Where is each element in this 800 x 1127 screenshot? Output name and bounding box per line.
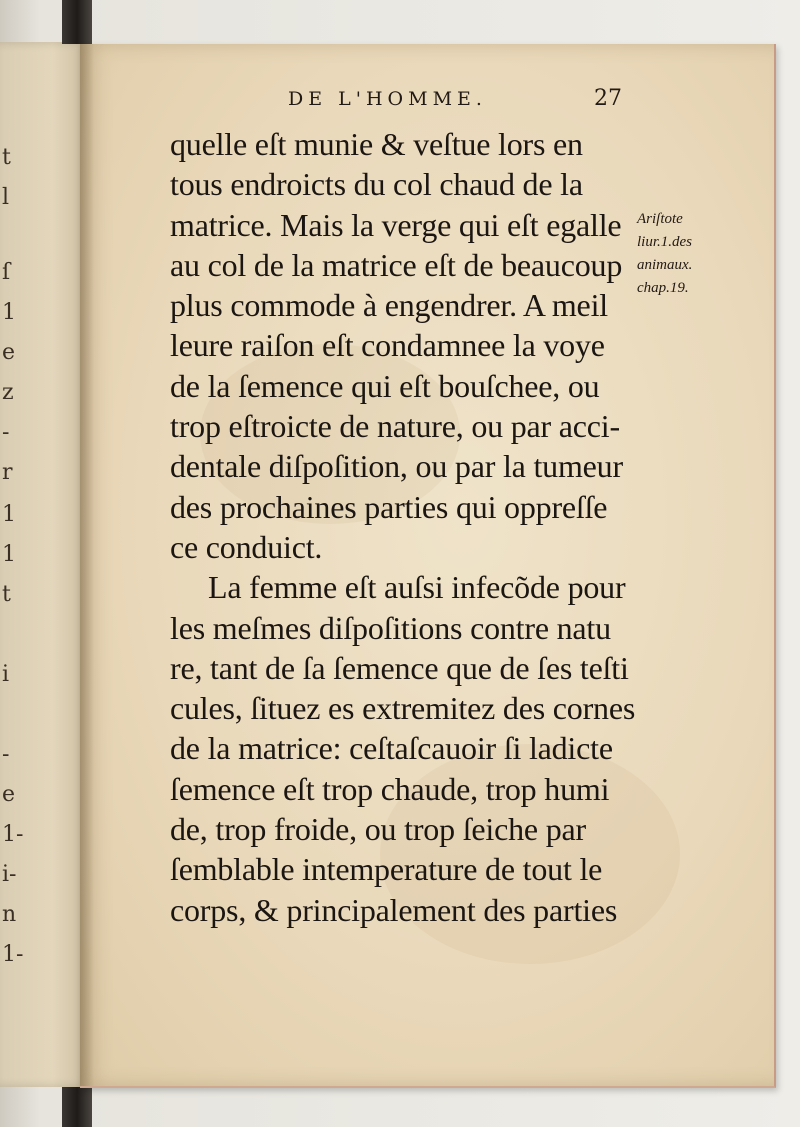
facing-page-edge <box>0 42 89 1087</box>
book-spine-bottom <box>62 1087 92 1127</box>
facing-page-fragment: t <box>2 582 11 607</box>
text-line: quelle eſt munie & veſtue lors en <box>170 126 583 162</box>
facing-page-fragment: ſ <box>2 260 11 285</box>
facing-page-fragment: 1 <box>2 502 16 527</box>
text-line: de la ſemence qui eſt bouſchee, ou <box>170 367 600 404</box>
facing-page-fragment: 1- <box>2 942 24 967</box>
facing-page-fragment: 1 <box>2 542 16 567</box>
text-line: corps, & principalement des parties <box>170 891 618 928</box>
text-line: au col de la matrice eſt de beaucoup <box>170 246 623 283</box>
marginal-note-line: chap.19. <box>637 280 689 296</box>
facing-page-fragment: - <box>2 420 10 445</box>
marginal-note-line: Ariſtote <box>637 211 683 227</box>
text-line: re, tant de ſa ſemence que de ſes teſti <box>170 649 629 686</box>
marginal-note-line: animaux. <box>637 257 693 273</box>
text-line: plus commode à engendrer. A meil <box>170 287 608 324</box>
text-line: dentale diſpoſition, ou par la tumeur <box>170 448 623 485</box>
text-line: ſemblable intemperature de tout le <box>170 851 603 888</box>
text-line: tous endroicts du col chaud de la <box>170 166 583 203</box>
page-gutter-shadow <box>80 44 94 1086</box>
facing-page-fragment: z <box>2 380 14 405</box>
facing-page-fragment: - <box>2 742 10 767</box>
text-line: leure raiſon eſt condamnee la voye <box>170 327 605 364</box>
text-line: les meſmes diſpoſitions contre natu <box>170 609 611 646</box>
facing-page-fragment: r <box>2 460 13 485</box>
marginal-note-line: liur.1.des <box>637 234 693 250</box>
facing-page-fragment: e <box>2 782 16 807</box>
text-line: des prochaines parties qui oppreſſe <box>170 488 608 525</box>
text-line: cules, ſituez es extremitez des cornes <box>170 690 636 727</box>
paragraph-first-line: La femme eſt auſsi infecõde pour <box>208 569 626 606</box>
facing-page-fragment: 1- <box>2 822 24 847</box>
facing-page-fragment: 1 <box>2 300 16 325</box>
facing-page-fragment: l <box>2 185 10 210</box>
facing-page-fragment: n <box>2 902 17 927</box>
running-head: DE L'HOMME. <box>288 88 487 110</box>
facing-page-fragment: t <box>2 145 11 170</box>
text-line: ſemence eſt trop chaude, trop humi <box>170 770 610 807</box>
marginal-note <box>637 208 727 300</box>
text-line: ce conduict. <box>170 528 323 565</box>
page-number: 27 <box>594 86 622 111</box>
facing-page-fragment: i <box>2 662 10 687</box>
body-text <box>170 124 645 930</box>
text-line: de, trop froide, ou trop ſeiche par <box>170 811 586 848</box>
text-line: de la matrice: ceſtaſcauoir ſi ladicte <box>170 730 613 767</box>
text-line: trop eſtroicte de nature, ou par acci- <box>170 408 620 445</box>
text-line: matrice. Mais la verge qui eſt egalle <box>170 206 622 243</box>
book-spine-top <box>62 0 92 44</box>
facing-page-fragment: i- <box>2 862 17 887</box>
facing-page-fragment: e <box>2 340 16 365</box>
